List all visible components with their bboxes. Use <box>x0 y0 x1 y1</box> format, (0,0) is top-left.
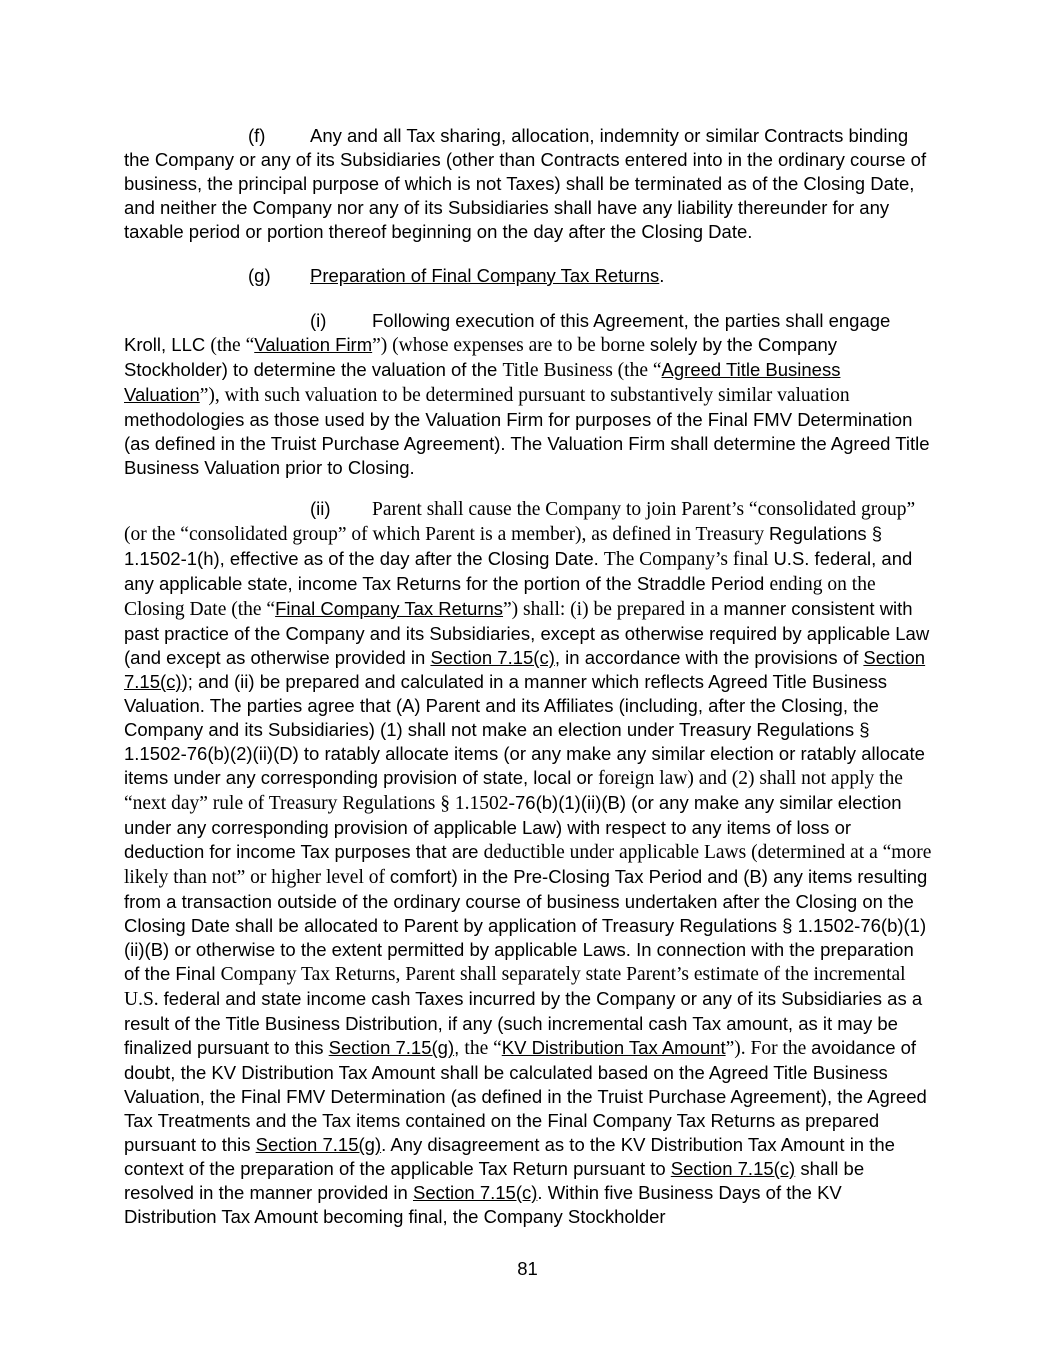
paragraph-i <box>124 309 934 480</box>
paragraph-ii <box>124 497 934 1229</box>
paragraph-ii-text-7: manner consistent with past practice of the Company and its Subsidiaries, except as otherwise required by applicable Law (and except as otherwise provided in <box>124 598 930 668</box>
paragraph-i-marker: (i) <box>310 310 327 331</box>
paragraph-ii-text-20: . Any disagreement as to the KV Distribution Tax Amount in the context of the preparation of the applicable Tax Return pursuant to <box>124 1134 895 1179</box>
paragraph-i-text-2: (the “ <box>210 335 255 356</box>
paragraph-ii-text-10: foreign law) and (2) shall not apply the “next day” rule of Treasury Regulations § 1.1502- <box>124 768 903 814</box>
paragraph-ii-text-9: ); and (ii) be prepared and calculated in a manner which reflects Agreed Title Business Valuation. The parties agree that (A) Parent and its Affiliates (including, after the Closing, the Company and its Subsidiaries) (1) shall not make an election under Treasury Regulations § 1.1502-76(b)(2)(ii)(D) to ratably allocate items (or any make any similar election or ratably allocate items under any corresponding provision of state, local or <box>124 671 925 788</box>
page-number: 81 <box>517 1258 538 1279</box>
paragraph-i-text-5: Title Business (the “ <box>502 360 662 381</box>
paragraph-ii-text-13: comfort) in the Pre-Closing Tax Period and (B) any items resulting from a transaction outside of the ordinary course of business undertaken after the Closing on the Closing Date shall be allocated to Parent by application of Treasury Regulations § 1.1502-76(b)(1)(ii)(B) or otherwise to the extent permitted by applicable Laws. In connection with the preparation of the Final <box>124 866 928 984</box>
paragraph-g-marker: (g) <box>248 265 271 286</box>
cross-reference-section-7-15-c: Section 7.15(c) <box>124 647 926 692</box>
paragraph-ii-text-18: ”). For the <box>725 1038 812 1059</box>
defined-term-final-company-tax-returns: Final Company Tax Returns <box>275 598 504 619</box>
paragraph-g-heading: Preparation of Final Company Tax Returns <box>310 265 660 286</box>
cross-reference-section-7-15-g: Section 7.15(g) <box>255 1134 382 1155</box>
paragraph-g-heading-period: . <box>659 265 665 286</box>
cross-reference-section-7-15-c: Section 7.15(c) <box>670 1158 796 1179</box>
paragraph-ii-text-8: , in accordance with the provisions of <box>554 647 864 668</box>
paragraph-ii-text-21: shall be resolved in the manner provided in <box>124 1158 865 1203</box>
paragraph-i-text-1: Following execution of this Agreement, the parties shall engage Kroll, LLC <box>124 310 891 355</box>
defined-term-agreed-title-business-valuation: Agreed Title Business Valuation <box>124 359 841 405</box>
paragraph-ii-text-16: , <box>454 1037 465 1058</box>
paragraph-i-text-6: ”), with such valuation to be determined pursuant to substantively similar valuation <box>199 385 850 406</box>
paragraph-ii-text-6: ”) shall: (i) be prepared in a <box>503 599 724 620</box>
paragraph-ii-marker: (ii) <box>310 498 331 519</box>
paragraph-ii-text-12: deductible under applicable Laws (determined at a “more likely than not” or higher level of <box>124 842 932 888</box>
paragraph-ii-text-19: avoidance of doubt, the KV Distribution Tax Amount shall be calculated based on the Agreed Title Business Valuation, the Final FMV Determination (as defined in the Truist Purchase Agreement), the Agreed Tax Treatments and the Tax items contained on the Final Company Tax Returns as prepared pursuant to this <box>124 1037 927 1155</box>
paragraph-ii-text-5: ending on the Closing Date (the “ <box>124 574 876 620</box>
paragraph-ii-text-3: The Company’s final <box>603 549 774 570</box>
paragraph-ii-text-15: federal and state income cash Taxes incurred by the Company or any of its Subsidiaries as a result of the Title Business Distribution, if any (such incremental cash Tax amount, as it may be finalized pursuant to this <box>124 988 923 1058</box>
paragraph-i-text-7: methodologies as those used by the Valuation Firm for purposes of the Final FMV Determination (as defined in the Truist Purchase Agreement). The Valuation Firm shall determine the Agreed Title Business Valuation prior to Closing. <box>124 409 930 478</box>
paragraph-ii-text-11: 76(b)(1)(ii)(B) (or any make any similar election under any corresponding provision of applicable Law) with respect to any items of loss or deduction for income Tax purposes that are <box>124 792 902 862</box>
paragraph-ii-text-4: U.S. federal, and any applicable state, income Tax Returns for the portion of the Straddle Period <box>124 548 913 594</box>
paragraph-i-text-3: ”) (whose expenses are to be borne <box>372 335 650 356</box>
paragraph-f-marker: (f) <box>248 125 266 146</box>
paragraph-ii-text-1: Parent shall cause the Company to join Parent’s “consolidated group” (or the “consolidated group” of which Parent is a member), as defined in Treasury <box>124 499 916 545</box>
paragraph-ii-text-22: . Within five Business Days of the KV Distribution Tax Amount becoming final, the Company Stockholder <box>124 1182 842 1227</box>
paragraph-ii-text-14: Company Tax Returns, Parent shall separately state Parent’s estimate of the incremental U.S. <box>124 964 906 1010</box>
cross-reference-section-7-15-c: Section 7.15(c) <box>412 1182 538 1203</box>
paragraph-ii-text-2: Regulations § 1.1502-1(h), effective as of the day after the Closing Date. <box>124 523 883 569</box>
paragraph-f <box>124 124 934 244</box>
paragraph-i-text-4: solely by the Company Stockholder) to determine the valuation of the <box>124 334 838 380</box>
defined-term-kv-distribution-tax-amount: KV Distribution Tax Amount <box>501 1037 726 1058</box>
cross-reference-section-7-15-c: Section 7.15(c) <box>430 647 555 668</box>
paragraph-ii-text-17: the “ <box>464 1038 502 1059</box>
cross-reference-section-7-15-g: Section 7.15(g) <box>328 1037 455 1058</box>
paragraph-f-text: Any and all Tax sharing, allocation, indemnity or similar Contracts binding the Company or any of its Subsidiaries (other than Contracts entered into in the ordinary course of business, the principal purpose of which is not Taxes) shall be terminated as of the Closing Date, and neither the Company nor any of its Subsidiaries shall have any liability thereunder for any taxable period or portion thereof beginning on the day after the Closing Date. <box>124 125 927 242</box>
paragraph-g <box>124 264 934 288</box>
defined-term-valuation-firm: Valuation Firm <box>254 334 373 355</box>
